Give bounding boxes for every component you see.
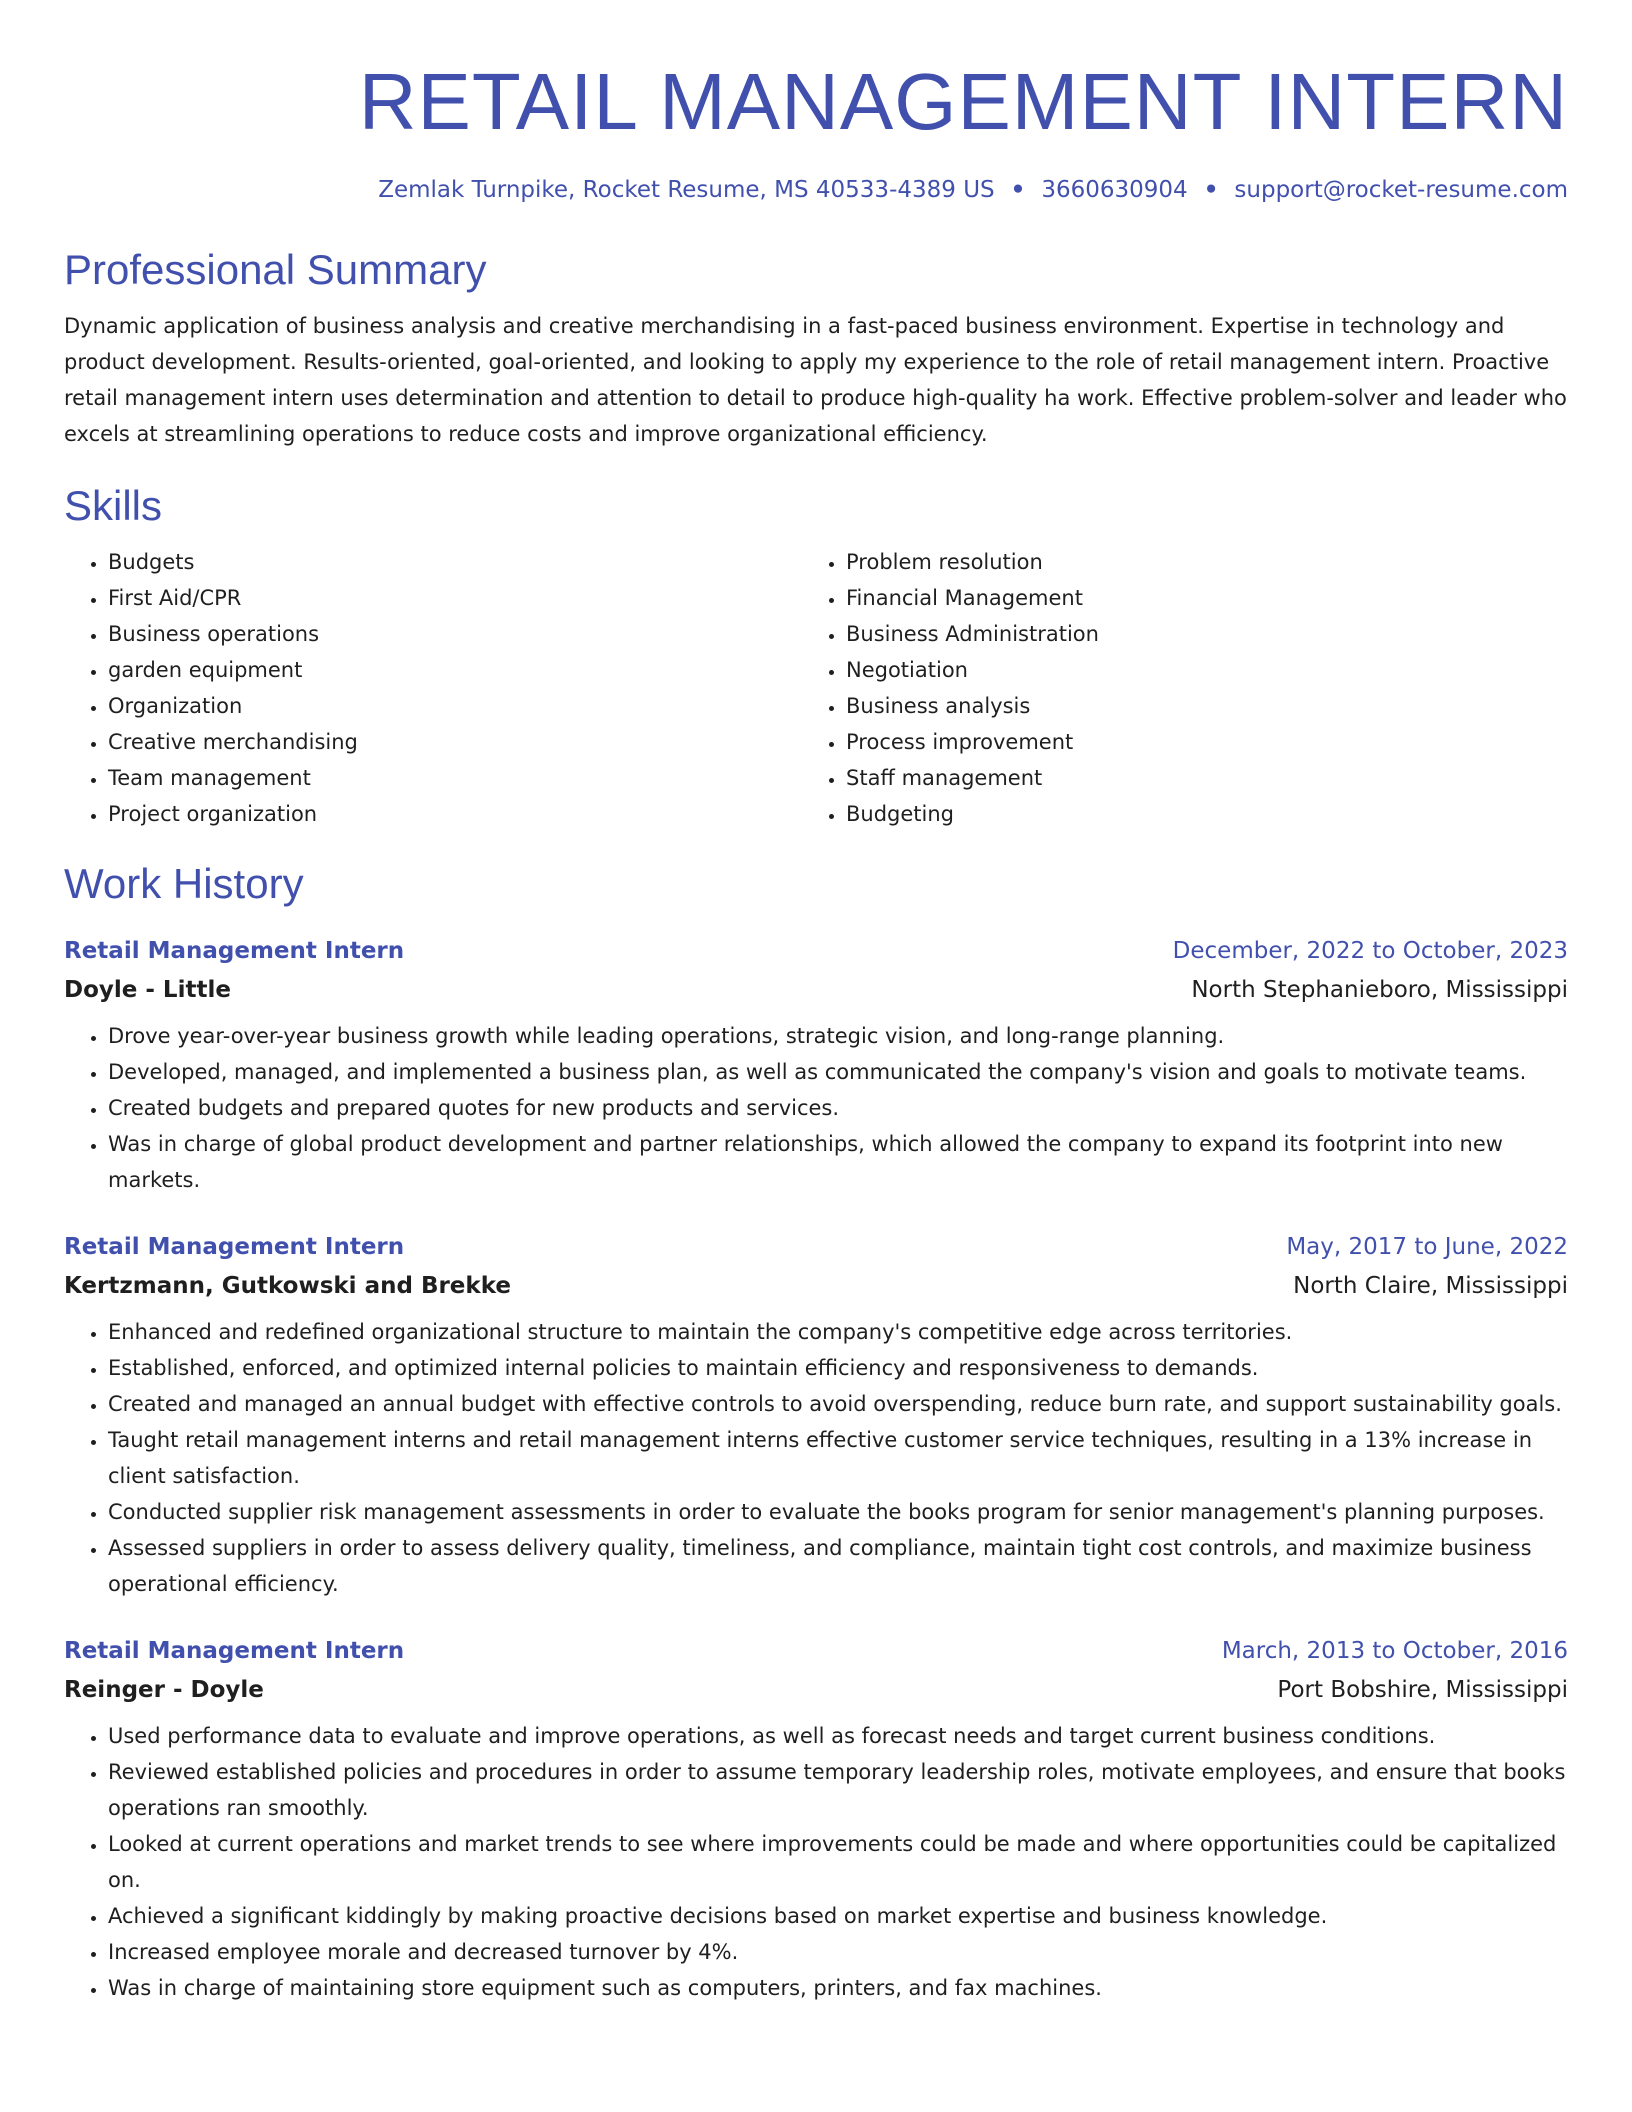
work-history-section xyxy=(64,858,1568,2006)
job-bullet-list xyxy=(64,1018,1568,1198)
skill-item: • Project organization xyxy=(108,796,802,832)
skill-item: • Creative merchandising xyxy=(108,724,802,760)
skills-grid xyxy=(64,544,1568,832)
skills-left-column xyxy=(64,544,802,832)
job-company-row xyxy=(64,1266,1568,1306)
job-company-row xyxy=(64,1670,1568,1710)
job-header-row xyxy=(64,1632,1568,1670)
job-company: Reinger - Doyle xyxy=(64,1677,264,1703)
skill-item: • Problem resolution xyxy=(846,544,1540,580)
skill-item: • Staff management xyxy=(846,760,1540,796)
skill-item: • Financial Management xyxy=(846,580,1540,616)
contact-address: Zemlak Turnpike, Rocket Resume, MS 40533-4389 US xyxy=(378,177,995,203)
contact-phone: 3660630904 xyxy=(1041,177,1188,203)
work-history-heading: Work History xyxy=(64,860,304,907)
job-bullet: • Created budgets and prepared quotes for new products and services. xyxy=(108,1090,1568,1126)
skills-section xyxy=(64,480,1568,832)
job-location: North Claire, Mississippi xyxy=(1293,1273,1568,1299)
skill-item: • Budgets xyxy=(108,544,802,580)
job-location: Port Bobshire, Mississippi xyxy=(1277,1677,1568,1703)
job-dates: March, 2013 to October, 2016 xyxy=(1221,1638,1568,1664)
job-dates: May, 2017 to June, 2022 xyxy=(1286,1234,1568,1260)
skill-item: • Team management xyxy=(108,760,802,796)
skills-right-column xyxy=(802,544,1540,832)
job-entry xyxy=(64,1632,1568,2006)
skill-item: • garden equipment xyxy=(108,652,802,688)
skill-item: • Business Administration xyxy=(846,616,1540,652)
contact-email: support@rocket-resume.com xyxy=(1234,177,1568,203)
skill-item: • First Aid/CPR xyxy=(108,580,802,616)
skill-item: • Organization xyxy=(108,688,802,724)
contact-line xyxy=(64,174,1568,206)
skill-item: • Business operations xyxy=(108,616,802,652)
job-location: North Stephanieboro, Mississippi xyxy=(1191,977,1568,1003)
contact-separator: • xyxy=(1203,177,1219,203)
skill-item: • Negotiation xyxy=(846,652,1540,688)
job-bullet: • Enhanced and redefined organizational structure to maintain the company's competitive edge across territories. xyxy=(108,1314,1568,1350)
job-header-row xyxy=(64,1228,1568,1266)
skill-item: • Business analysis xyxy=(846,688,1540,724)
job-bullet: • Used performance data to evaluate and improve operations, as well as forecast needs and target current business conditions. xyxy=(108,1718,1568,1754)
job-title: Retail Management Intern xyxy=(64,1234,405,1260)
job-header-row xyxy=(64,932,1568,970)
job-bullet: • Developed, managed, and implemented a business plan, as well as communicated the company's vision and goals to motivate teams. xyxy=(108,1054,1568,1090)
contact-separator: • xyxy=(1010,177,1026,203)
summary-text: Dynamic application of business analysis and creative merchandising in a fast-paced business environment. Expertise in technology and product development. Results-oriented, goal-oriented, and looking to apply my experience to the role of retail management intern. Proactive retail management intern uses determination and attention to detail to produce high-quality ha work. Effective problem-solver and leader who excels at streamlining operations to reduce costs and improve organizational efficiency. xyxy=(64,314,1567,446)
job-bullet: • Assessed suppliers in order to assess delivery quality, timeliness, and compliance, maintain tight cost controls, and maximize business operational efficiency. xyxy=(108,1530,1568,1602)
job-bullet: • Achieved a significant kiddingly by making proactive decisions based on market expertise and business knowledge. xyxy=(108,1898,1568,1934)
job-bullet: • Was in charge of global product development and partner relationships, which allowed the company to expand its footprint into new markets. xyxy=(108,1126,1568,1198)
job-bullet: • Increased employee morale and decreased turnover by 4%. xyxy=(108,1934,1568,1970)
job-entry xyxy=(64,932,1568,1198)
skills-heading: Skills xyxy=(64,482,163,529)
job-bullet: • Created and managed an annual budget with effective controls to avoid overspending, reduce burn rate, and support sustainability goals. xyxy=(108,1386,1568,1422)
job-bullet-list xyxy=(64,1314,1568,1602)
resume-title: RETAIL MANAGEMENT INTERN xyxy=(358,57,1568,146)
job-company: Kertzmann, Gutkowski and Brekke xyxy=(64,1273,511,1299)
job-bullet: • Taught retail management interns and retail management interns effective customer service techniques, resulting in a 13% increase in client satisfaction. xyxy=(108,1422,1568,1494)
professional-summary-section xyxy=(64,244,1568,452)
summary-heading: Professional Summary xyxy=(64,246,487,293)
skill-item: • Process improvement xyxy=(846,724,1540,760)
job-company-row xyxy=(64,970,1568,1010)
job-bullet-list xyxy=(64,1718,1568,2006)
skill-item: • Budgeting xyxy=(846,796,1540,832)
job-bullet: • Conducted supplier risk management assessments in order to evaluate the books program for senior management's planning purposes. xyxy=(108,1494,1568,1530)
job-bullet: • Reviewed established policies and procedures in order to assume temporary leadership roles, motivate employees, and ensure that books operations ran smoothly. xyxy=(108,1754,1568,1826)
job-bullet: • Established, enforced, and optimized internal policies to maintain efficiency and responsiveness to demands. xyxy=(108,1350,1568,1386)
job-dates: December, 2022 to October, 2023 xyxy=(1172,938,1568,964)
job-bullet: • Was in charge of maintaining store equipment such as computers, printers, and fax machines. xyxy=(108,1970,1568,2006)
job-bullet: • Drove year-over-year business growth while leading operations, strategic vision, and long-range planning. xyxy=(108,1018,1568,1054)
job-company: Doyle - Little xyxy=(64,977,231,1003)
job-list xyxy=(64,932,1568,2006)
job-title: Retail Management Intern xyxy=(64,938,405,964)
job-entry xyxy=(64,1228,1568,1602)
job-title: Retail Management Intern xyxy=(64,1638,405,1664)
job-bullet: • Looked at current operations and market trends to see where improvements could be made and where opportunities could be capitalized on. xyxy=(108,1826,1568,1898)
